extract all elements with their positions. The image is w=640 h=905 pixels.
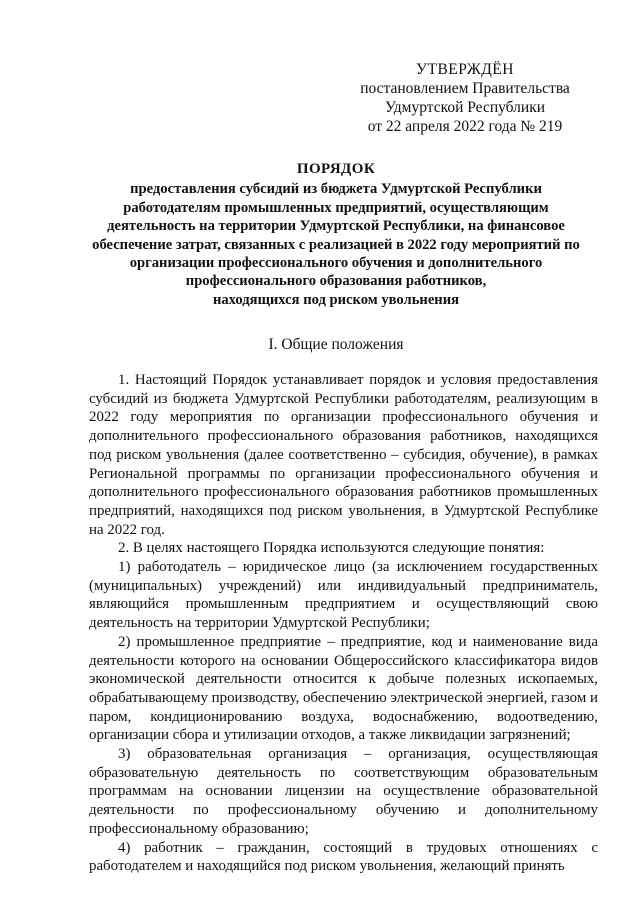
title-line: обеспечение затрат, связанных с реализацией в 2022 году мероприятий по: [92, 236, 580, 253]
paragraph: 4) работник – гражданин, состоящий в трудовых отношениях с работодателем и находящийся под риском увольнения, желающий принять: [89, 839, 598, 875]
title-line: профессионального образования работников,: [185, 273, 487, 290]
paragraph: 2) промышленное предприятие – предприятие, код и наименование вида деятельности которого на основании Общероссийского классификатора видов экономической деятельности относится к добыче полезных ископаемых, обрабатывающему производству, обеспечению электрической энергией, газом и паром, кондиционированию воздуха, водоснабжению, водоотведению, организации сбора и утилизации отходов, а также ликвидации загрязнений;: [89, 633, 598, 744]
paragraph: 1) работодатель – юридическое лицо (за исключением государственных (муниципальных) учреждений) или индивидуальный предприниматель, являющийся промышленным предприятием и осуществляющий свою деятельность на территории Удмуртской Республики;: [89, 559, 598, 632]
document-body: [89, 371, 598, 876]
document-type: ПОРЯДОК: [296, 161, 376, 177]
approval-date: от 22 апреля 2022 года № 219: [367, 118, 563, 135]
paragraph: 2. В целях настоящего Порядка используются следующие понятия:: [118, 540, 545, 557]
title-line: работодателям промышленных предприятий, осуществляющим: [123, 199, 549, 216]
paragraph: 1. Настоящий Порядок устанавливает порядок и условия предоставления субсидий из бюджета Удмуртской Республики работодателям, реализующим в 2022 году мероприятия по организации профессионального обучения и дополнительного профессионального образования работников, находящихся под риском увольнения (далее соответственно – субсидия, обучение), в рамках Региональной программы по организации профессионального обучения и дополнительного профессионального образования работников промышленных предприятий, находящихся под риском увольнения, в Удмуртской Республике на 2022 год.: [89, 372, 598, 538]
title-line: деятельность на территории Удмуртской Республики, на финансовое: [107, 218, 565, 235]
title-line: организации профессионального обучения и дополнительного: [129, 255, 543, 272]
title-line: предоставления субсидий из бюджета Удмуртской Республики: [130, 181, 542, 198]
paragraph: 3) образовательная организация – организация, осуществляющая образовательную деятельность по соответствующим образовательным программам на основании лицензии на осуществление образовательной деятельности по профессиональному обучению и дополнительному профессиональному образованию;: [89, 746, 598, 837]
approval-stamp: УТВЕРЖДЁН: [416, 61, 514, 78]
approval-line: Удмуртской Республики: [384, 99, 546, 116]
section-heading: I. Общие положения: [268, 336, 404, 353]
document-title: [86, 160, 586, 309]
title-line: находящихся под риском увольнения: [212, 291, 460, 308]
approval-block: [300, 60, 630, 136]
approval-line: постановлением Правительства: [360, 80, 570, 97]
